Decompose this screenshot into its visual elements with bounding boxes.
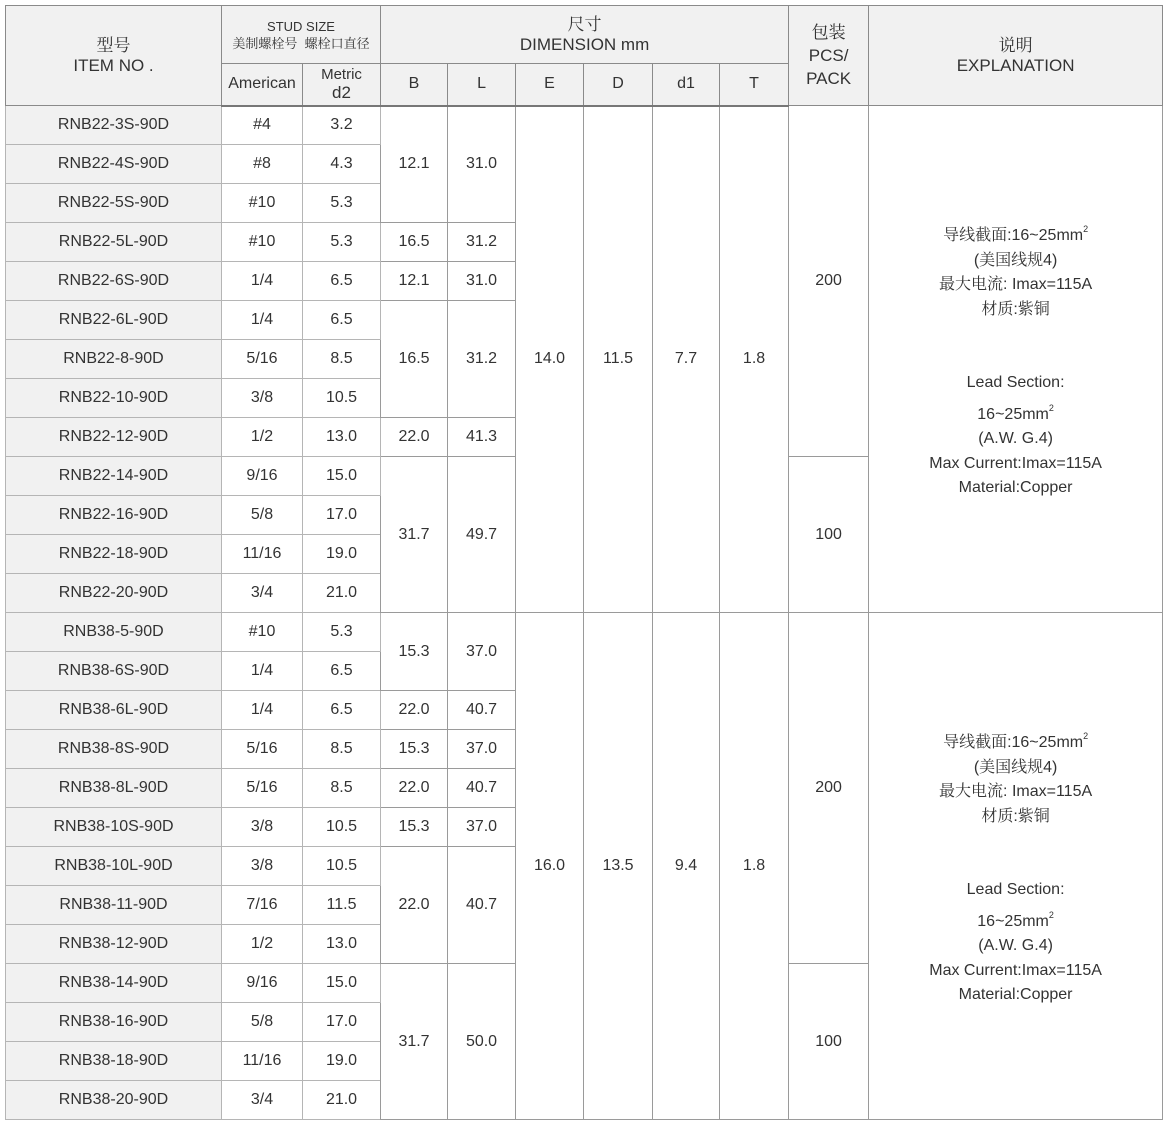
explanation-header bbox=[869, 6, 1163, 106]
expl-cn-current: 最大电流: Imax=115A bbox=[939, 276, 1093, 294]
american-cell: #4 bbox=[222, 106, 303, 145]
metric-cell: 19.0 bbox=[303, 1042, 381, 1081]
metric-cell: 11.5 bbox=[303, 886, 381, 925]
expl-en-material: Material:Copper bbox=[958, 479, 1073, 497]
b-cell: 22.0 bbox=[381, 847, 448, 964]
american-cell: 1/2 bbox=[222, 925, 303, 964]
item-no-header bbox=[6, 6, 222, 106]
expl-en-current: Max Current:Imax=115A bbox=[929, 961, 1102, 979]
l-cell: 37.0 bbox=[448, 613, 516, 691]
l-cell: 40.7 bbox=[448, 691, 516, 730]
metric-cell: 6.5 bbox=[303, 262, 381, 301]
expl-cn-awg: (美国线规4) bbox=[973, 251, 1058, 269]
dimension-header-cn: 尺寸 bbox=[567, 14, 602, 34]
item-cell: RNB22-6S-90D bbox=[6, 262, 222, 301]
american-cell: #10 bbox=[222, 184, 303, 223]
item-cell: RNB38-20-90D bbox=[6, 1081, 222, 1120]
item-cell: RNB22-18-90D bbox=[6, 535, 222, 574]
american-cell: 3/4 bbox=[222, 1081, 303, 1120]
american-header: American bbox=[222, 64, 303, 106]
item-cell: RNB38-5-90D bbox=[6, 613, 222, 652]
item-cell: RNB22-4S-90D bbox=[6, 145, 222, 184]
american-cell: 11/16 bbox=[222, 535, 303, 574]
stud-cn-metric: 螺栓口直径 bbox=[304, 35, 370, 51]
d-cell: 11.5 bbox=[584, 106, 653, 613]
b-cell: 15.3 bbox=[381, 613, 448, 691]
e-cell: 16.0 bbox=[516, 613, 584, 1120]
l-cell: 37.0 bbox=[448, 808, 516, 847]
metric-cell: 15.0 bbox=[303, 457, 381, 496]
metric-cell: 6.5 bbox=[303, 301, 381, 340]
american-cell: 5/8 bbox=[222, 496, 303, 535]
expl-cn-section: 导线截面$:16\sim 25mm^2$ bbox=[943, 224, 1089, 245]
item-cell: RNB22-3S-90D bbox=[6, 106, 222, 145]
item-cell: RNB22-14-90D bbox=[6, 457, 222, 496]
spec-table bbox=[5, 5, 1163, 1120]
metric-cell: 4.3 bbox=[303, 145, 381, 184]
col-e-header: E bbox=[516, 64, 584, 106]
l-cell: 50.0 bbox=[448, 964, 516, 1120]
l-cell: 41.3 bbox=[448, 418, 516, 457]
item-no-header-en: ITEM NO . bbox=[73, 55, 154, 75]
metric-header-label: Metric bbox=[321, 66, 362, 84]
item-cell: RNB38-6L-90D bbox=[6, 691, 222, 730]
d1-cell: 9.4 bbox=[653, 613, 720, 1120]
item-cell: RNB38-12-90D bbox=[6, 925, 222, 964]
metric-cell: 10.5 bbox=[303, 379, 381, 418]
item-cell: RNB22-6L-90D bbox=[6, 301, 222, 340]
american-cell: 1/4 bbox=[222, 301, 303, 340]
item-cell: RNB38-8L-90D bbox=[6, 769, 222, 808]
d1-cell: 7.7 bbox=[653, 106, 720, 613]
l-cell: 31.0 bbox=[448, 262, 516, 301]
expl-en-lead: Lead Section: bbox=[966, 374, 1065, 392]
item-cell: RNB22-12-90D bbox=[6, 418, 222, 457]
metric-cell: 5.3 bbox=[303, 613, 381, 652]
metric-cell: 13.0 bbox=[303, 418, 381, 457]
expl-en-material: Material:Copper bbox=[958, 986, 1073, 1004]
metric-cell: 8.5 bbox=[303, 769, 381, 808]
expl-en-current: Max Current:Imax=115A bbox=[929, 454, 1102, 472]
e-cell: 14.0 bbox=[516, 106, 584, 613]
t-cell: 1.8 bbox=[720, 106, 789, 613]
t-cell: 1.8 bbox=[720, 613, 789, 1120]
metric-cell: 13.0 bbox=[303, 925, 381, 964]
pack-header-en2: PACK bbox=[806, 68, 852, 88]
american-cell: 5/16 bbox=[222, 730, 303, 769]
pack-cell: 100 bbox=[789, 964, 869, 1120]
d-cell: 13.5 bbox=[584, 613, 653, 1120]
item-cell: RNB22-8-90D bbox=[6, 340, 222, 379]
l-cell: 31.2 bbox=[448, 301, 516, 418]
item-cell: RNB22-5L-90D bbox=[6, 223, 222, 262]
metric-cell: 15.0 bbox=[303, 964, 381, 1003]
metric-cell: 8.5 bbox=[303, 730, 381, 769]
american-cell: 1/2 bbox=[222, 418, 303, 457]
l-cell: 40.7 bbox=[448, 769, 516, 808]
col-b-header: B bbox=[381, 64, 448, 106]
pack-cell: 200 bbox=[789, 613, 869, 964]
col-l-header: L bbox=[448, 64, 516, 106]
b-cell: 22.0 bbox=[381, 769, 448, 808]
explanation-header-en: EXPLANATION bbox=[956, 55, 1075, 75]
expl-cn-material: 材质:紫铜 bbox=[981, 807, 1050, 825]
item-cell: RNB38-6S-90D bbox=[6, 652, 222, 691]
table-row bbox=[6, 613, 1163, 652]
col-d1-header: d1 bbox=[653, 64, 720, 106]
american-cell: #8 bbox=[222, 145, 303, 184]
dimension-header bbox=[381, 6, 789, 64]
expl-cn-current: 最大电流: Imax=115A bbox=[939, 783, 1093, 801]
american-cell: 1/4 bbox=[222, 652, 303, 691]
metric-cell: 6.5 bbox=[303, 691, 381, 730]
pack-cell: 200 bbox=[789, 106, 869, 457]
expl-en-awg: (A.W. G.4) bbox=[978, 937, 1053, 955]
explanation-cell bbox=[869, 613, 1163, 1120]
expl-en-lead: Lead Section: bbox=[966, 881, 1065, 899]
l-cell: 49.7 bbox=[448, 457, 516, 613]
l-cell: 37.0 bbox=[448, 730, 516, 769]
american-cell: 5/8 bbox=[222, 1003, 303, 1042]
item-cell: RNB22-16-90D bbox=[6, 496, 222, 535]
item-cell: RNB38-11-90D bbox=[6, 886, 222, 925]
item-cell: RNB22-5S-90D bbox=[6, 184, 222, 223]
expl-en-range: $16\sim 25mm^2$ bbox=[977, 909, 1054, 930]
american-cell: 7/16 bbox=[222, 886, 303, 925]
table-row bbox=[6, 106, 1163, 145]
b-cell: 12.1 bbox=[381, 106, 448, 223]
metric-cell: 8.5 bbox=[303, 340, 381, 379]
stud-size-title: STUD SIZE bbox=[267, 18, 335, 34]
metric-cell: 19.0 bbox=[303, 535, 381, 574]
b-cell: 22.0 bbox=[381, 691, 448, 730]
american-cell: 1/4 bbox=[222, 691, 303, 730]
metric-cell: 3.2 bbox=[303, 106, 381, 145]
item-cell: RNB38-16-90D bbox=[6, 1003, 222, 1042]
pack-header-cn: 包装 bbox=[811, 22, 846, 42]
pack-header-en1: PCS/ bbox=[808, 45, 849, 65]
expl-cn-section: 导线截面$:16\sim 25mm^2$ bbox=[943, 731, 1089, 752]
expl-cn-material: 材质:紫铜 bbox=[981, 300, 1050, 318]
b-cell: 15.3 bbox=[381, 808, 448, 847]
american-cell: 3/8 bbox=[222, 847, 303, 886]
item-cell: RNB38-10L-90D bbox=[6, 847, 222, 886]
expl-cn-awg: (美国线规4) bbox=[973, 758, 1058, 776]
expl-en-awg: (A.W. G.4) bbox=[978, 430, 1053, 448]
col-d-header: D bbox=[584, 64, 653, 106]
pack-cell: 100 bbox=[789, 457, 869, 613]
item-cell: RNB38-14-90D bbox=[6, 964, 222, 1003]
american-cell: 9/16 bbox=[222, 964, 303, 1003]
metric-cell: 5.3 bbox=[303, 184, 381, 223]
col-t-header: T bbox=[720, 64, 789, 106]
metric-cell: 17.0 bbox=[303, 496, 381, 535]
stud-size-header bbox=[222, 6, 381, 64]
american-cell: #10 bbox=[222, 613, 303, 652]
american-cell: 3/4 bbox=[222, 574, 303, 613]
l-cell: 31.0 bbox=[448, 106, 516, 223]
pack-header bbox=[789, 6, 869, 106]
metric-cell: 17.0 bbox=[303, 1003, 381, 1042]
metric-cell: 21.0 bbox=[303, 1081, 381, 1120]
american-cell: 3/8 bbox=[222, 379, 303, 418]
american-cell: 3/8 bbox=[222, 808, 303, 847]
b-cell: 15.3 bbox=[381, 730, 448, 769]
american-cell: 9/16 bbox=[222, 457, 303, 496]
american-cell: 5/16 bbox=[222, 769, 303, 808]
metric-header bbox=[303, 64, 381, 106]
item-cell: RNB22-20-90D bbox=[6, 574, 222, 613]
l-cell: 31.2 bbox=[448, 223, 516, 262]
b-cell: 16.5 bbox=[381, 223, 448, 262]
stud-cn-american: 美制螺栓号 bbox=[232, 35, 298, 51]
b-cell: 12.1 bbox=[381, 262, 448, 301]
item-cell: RNB38-10S-90D bbox=[6, 808, 222, 847]
metric-header-sub: d2 bbox=[332, 83, 351, 103]
american-cell: 1/4 bbox=[222, 262, 303, 301]
b-cell: 16.5 bbox=[381, 301, 448, 418]
dimension-header-en: DIMENSION mm bbox=[519, 34, 650, 54]
item-no-header-cn: 型号 bbox=[96, 35, 131, 55]
item-cell: RNB38-8S-90D bbox=[6, 730, 222, 769]
american-cell: #10 bbox=[222, 223, 303, 262]
metric-cell: 10.5 bbox=[303, 808, 381, 847]
explanation-cell bbox=[869, 106, 1163, 613]
american-cell: 11/16 bbox=[222, 1042, 303, 1081]
american-cell: 5/16 bbox=[222, 340, 303, 379]
metric-cell: 10.5 bbox=[303, 847, 381, 886]
metric-cell: 6.5 bbox=[303, 652, 381, 691]
b-cell: 31.7 bbox=[381, 964, 448, 1120]
metric-cell: 5.3 bbox=[303, 223, 381, 262]
metric-cell: 21.0 bbox=[303, 574, 381, 613]
b-cell: 22.0 bbox=[381, 418, 448, 457]
expl-en-range: $16\sim 25mm^2$ bbox=[977, 402, 1054, 423]
explanation-header-cn: 说明 bbox=[998, 35, 1033, 55]
item-cell: RNB38-18-90D bbox=[6, 1042, 222, 1081]
item-cell: RNB22-10-90D bbox=[6, 379, 222, 418]
b-cell: 31.7 bbox=[381, 457, 448, 613]
l-cell: 40.7 bbox=[448, 847, 516, 964]
